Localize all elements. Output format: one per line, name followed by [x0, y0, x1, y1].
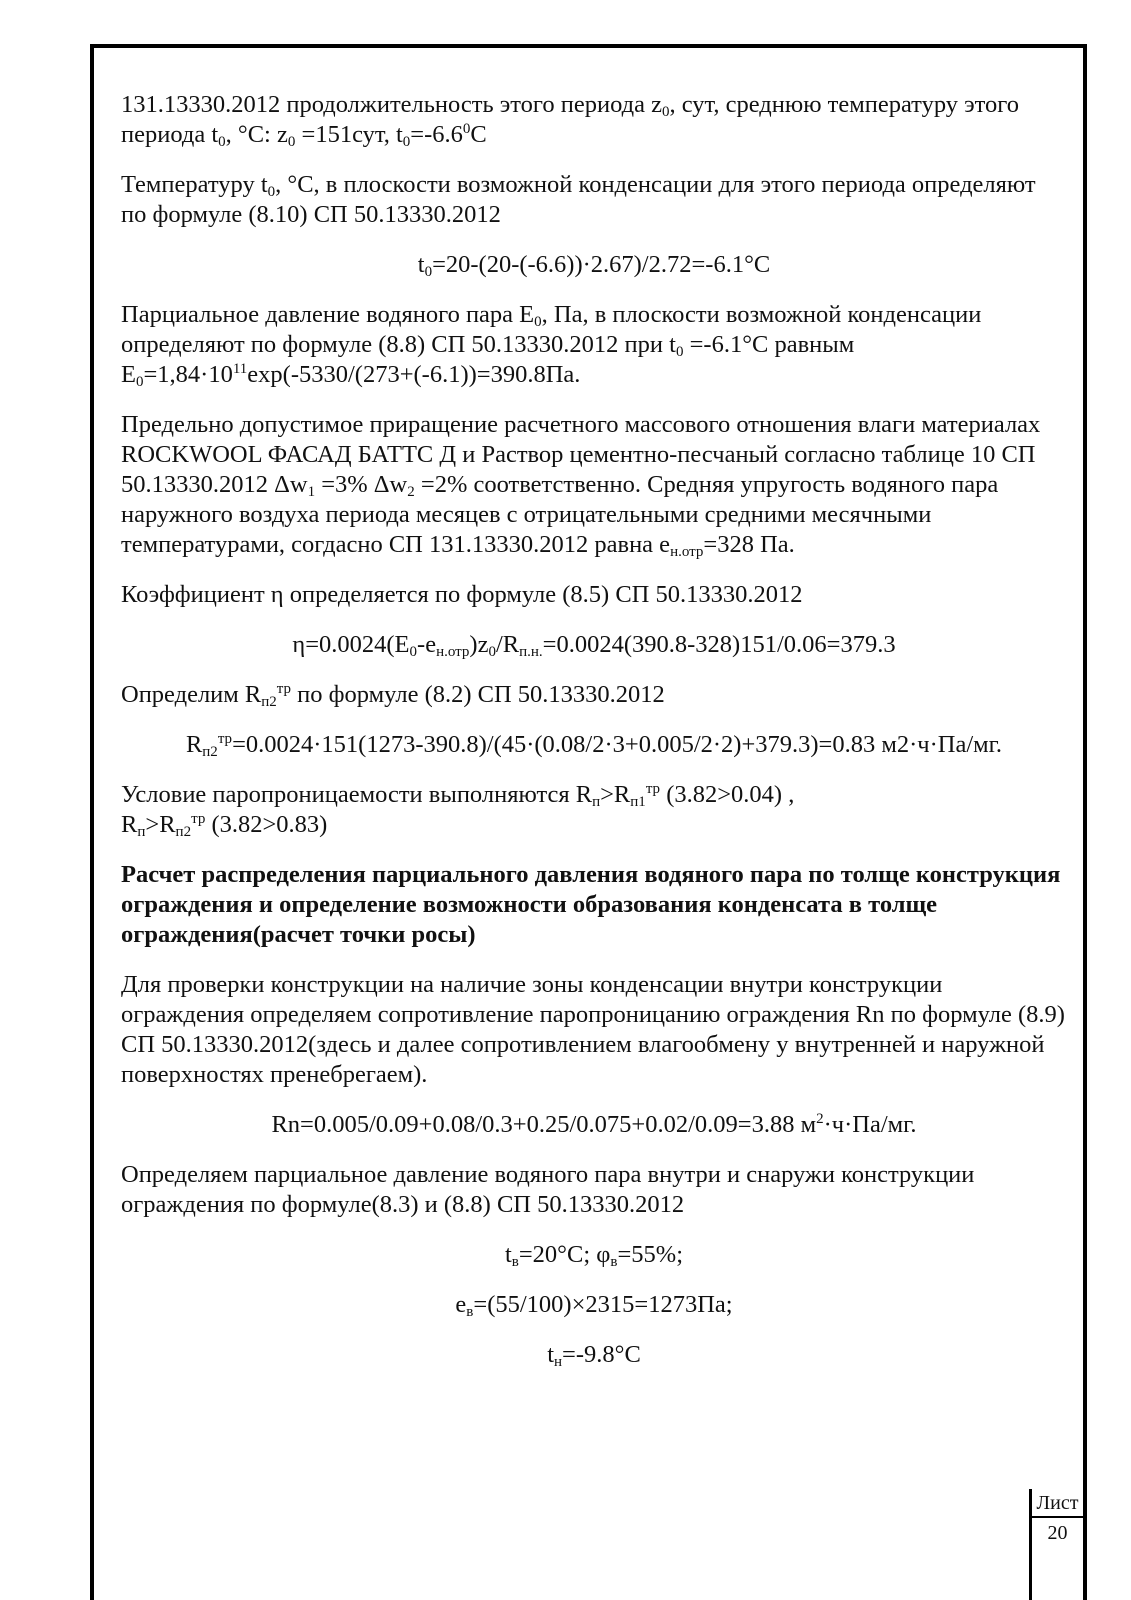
text-run: exp(-5330/(273+(-6.1))=390.8Па. — [247, 361, 581, 388]
superscript: тр — [276, 681, 292, 697]
text-run: , сут, среднюю температуру этого периода t — [121, 91, 1019, 148]
sheet-number: 20 — [1047, 1522, 1068, 1544]
subscript: 0 — [424, 264, 433, 280]
body-paragraph — [121, 1160, 1067, 1220]
subscript: 1 — [307, 484, 316, 500]
text-run: , °С, в плоскости возможной конденсации для этого периода определяют по формуле (8.10) СП 50.13330.2012 — [121, 171, 1036, 228]
subscript: 0 — [488, 644, 496, 660]
formula-line — [121, 1340, 1067, 1370]
text-run: е — [455, 1291, 467, 1318]
superscript: 11 — [232, 361, 248, 377]
text-run: (3.82>0.83) — [205, 811, 328, 838]
subscript: в — [610, 1254, 618, 1270]
body-paragraph — [121, 410, 1067, 560]
subscript: п — [592, 794, 601, 810]
text-run: >R — [145, 811, 176, 838]
frame-left-border — [90, 44, 94, 1600]
superscript: 2 — [816, 1111, 824, 1127]
text-run: t — [417, 251, 425, 278]
text-run: R — [185, 731, 203, 758]
subscript: 0 — [409, 644, 418, 660]
subscript: 0 — [661, 104, 670, 120]
text-run: =0.0024(390.8-328)151/0.06=379.3 — [542, 631, 896, 658]
text-run: =-9.8°С — [562, 1341, 641, 1368]
subscript: 0 — [267, 184, 276, 200]
formula-line — [121, 630, 1067, 660]
text-run: =3% Δw — [315, 471, 408, 498]
formula-line — [121, 730, 1067, 760]
text-run: Определяем парциальное давление водяного пара внутри и снаружи конструкции ограждения по формуле(8.3) и (8.8) СП 50.13330.2012 — [121, 1161, 975, 1218]
text-run: Температуру t — [121, 171, 268, 198]
text-run: 131.13330.2012 продолжительность этого периода z — [121, 91, 662, 118]
sheet-label: Лист — [1036, 1492, 1079, 1514]
text-run: Rn=0.005/0.09+0.08/0.3+0.25/0.075+0.02/0.09=3.88 м — [271, 1111, 817, 1138]
superscript: тр — [191, 811, 206, 827]
text-run: =20°С; φ — [518, 1241, 611, 1268]
text-run: =2% соответственно. Средняя упругость водяного пара наружного воздуха периода месяцев с отрицательными средними месячными температурами, согдасно СП 131.13330.2012 равна е — [121, 471, 999, 558]
superscript: 0 — [462, 121, 471, 137]
text-run: =1,84·10 — [143, 361, 233, 388]
text-run: t — [504, 1241, 512, 1268]
text-run: >R — [600, 781, 631, 808]
section-heading — [121, 860, 1067, 950]
subscript: 2 — [407, 484, 415, 500]
subscript: п2 — [261, 694, 277, 710]
text-run: -е — [417, 631, 437, 658]
subscript: н — [554, 1354, 563, 1370]
body-paragraph — [121, 300, 1067, 390]
text-run: Расчет распределения парциального давления водяного пара по толще конструкция ограждения и определение возможности образования конденсата в толще ограждения(расчет точки росы) — [121, 861, 1061, 948]
text-run: по формуле (8.2) СП 50.13330.2012 — [291, 681, 665, 708]
subscript: 0 — [135, 374, 144, 390]
body-paragraph — [121, 90, 1067, 150]
text-run: =328 Па. — [703, 531, 795, 558]
body-paragraph — [121, 970, 1067, 1090]
text-run: /R — [495, 631, 520, 658]
body-paragraph — [121, 580, 1067, 610]
text-run: ·ч·Па/мг. — [823, 1111, 917, 1138]
text-run: Коэффициент η определяется по формуле (8.5) СП 50.13330.2012 — [121, 581, 803, 608]
text-run: =-6.6 — [410, 121, 463, 148]
text-run: =151сут, t — [295, 121, 403, 148]
formula-line — [121, 1290, 1067, 1320]
subscript: 0 — [534, 314, 542, 330]
superscript: тр — [645, 781, 661, 797]
subscript: в — [511, 1254, 519, 1270]
text-run: η=0.0024(Е — [292, 631, 410, 658]
text-run: Определим R — [121, 681, 262, 708]
text-run: Парциальное давление водяного пара Е — [121, 301, 535, 328]
page-content — [121, 90, 1067, 1390]
text-run: , °С: z — [225, 121, 288, 148]
text-run: , Па, в плоскости возможной конденсации определяют по формуле (8.8) СП 50.13330.2012 при t — [121, 301, 982, 358]
subscript: 0 — [675, 344, 684, 360]
text-run: )z — [469, 631, 489, 658]
body-paragraph — [121, 680, 1067, 710]
text-run: Для проверки конструкции на наличие зоны конденсации внутри конструкции ограждения определяем сопротивление паропроницанию ограждения Rn по формуле (8.9) СП 50.13330.2012(здесь и далее сопротивлением влагообмену у внутренней и наружной поверхностях пренебрегаем). — [121, 971, 1065, 1088]
subscript: 0 — [218, 134, 226, 150]
text-run: R — [121, 811, 138, 838]
subscript: п.н. — [519, 644, 543, 660]
subscript: п — [137, 824, 146, 840]
subscript: 0 — [287, 134, 296, 150]
formula-line — [121, 1110, 1067, 1140]
frame-top-border — [90, 44, 1087, 48]
text-run: =(55/100)×2315=1273Па; — [473, 1291, 733, 1318]
frame-right-border — [1083, 44, 1087, 1600]
subscript: н.отр — [670, 544, 704, 560]
sheet-divider — [1032, 1516, 1083, 1518]
text-run: =55%; — [617, 1241, 684, 1268]
subscript: в — [466, 1304, 474, 1320]
subscript: п1 — [630, 794, 646, 810]
text-run: =-6.1°С равным Е — [121, 331, 855, 388]
superscript: тр — [217, 731, 233, 747]
subscript: п2 — [175, 824, 192, 840]
text-run: Предельно допустимое приращение расчетного массового отношения влаги материалах ROCKWOOL ФАСАД БАТТС Д и Раствор цементно-песчаный согласно таблице 10 СП 50.13330.2012 Δw — [121, 411, 1041, 498]
text-run: t — [547, 1341, 555, 1368]
formula-line — [121, 250, 1067, 280]
subscript: н.отр — [436, 644, 470, 660]
text-run: Условие паропроницаемости выполняются R — [121, 781, 593, 808]
text-run: =20-(20-(-6.6))·2.67)/2.72=-6.1°С — [432, 251, 771, 278]
subscript: п2 — [202, 744, 218, 760]
text-run: =0.0024·151(1273-390.8)/(45·(0.08/2·3+0.005/2·2)+379.3)=0.83 м2·ч·Па/мг. — [232, 731, 1003, 758]
body-paragraph — [121, 170, 1067, 230]
text-run: (3.82>0.04) , — [660, 781, 795, 808]
body-paragraph — [121, 780, 1067, 840]
text-run: С — [470, 121, 487, 148]
formula-line — [121, 1240, 1067, 1270]
subscript: 0 — [402, 134, 411, 150]
